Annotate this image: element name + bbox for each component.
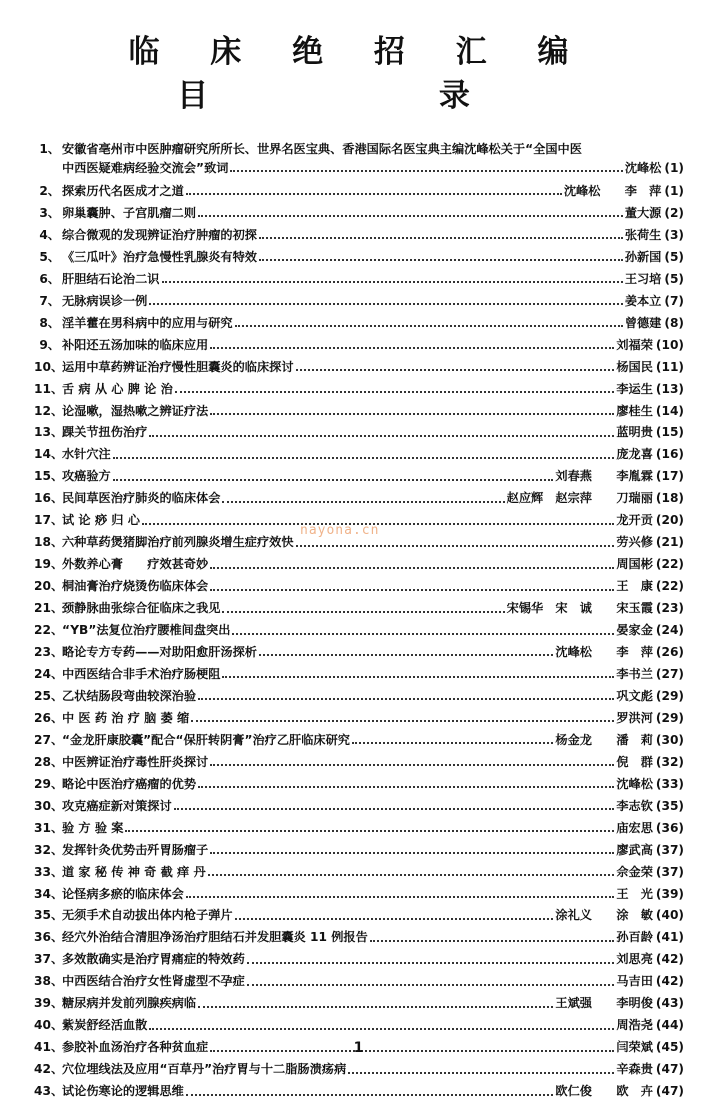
toc-leader-dots <box>198 785 614 788</box>
toc-entry-page: (36) <box>655 820 684 835</box>
toc-entry <box>34 620 684 642</box>
toc-entry-page: (37) <box>655 864 684 879</box>
toc-entry-title: 桐油膏治疗烧烫伤临床体会 <box>62 579 209 594</box>
toc-entry-author: 李书兰 <box>616 666 653 681</box>
toc-leader-dots <box>259 653 553 656</box>
toc-entry-title: 民间草医治疗肺炎的临床体会 <box>62 491 221 506</box>
toc-entry-title: 《三瓜叶》治疗急慢性乳腺炎有特效 <box>62 249 257 264</box>
toc-leader-dots <box>222 675 614 678</box>
toc-entry-page: (43) <box>655 996 684 1011</box>
toc-entry-number: 4、 <box>39 227 60 242</box>
toc-entry-author: 涂礼义 涂 敏 <box>555 908 653 923</box>
toc-entry-page: (30) <box>655 732 684 747</box>
toc-entry-author: 王习培 <box>624 271 662 286</box>
toc-entry-page: (47) <box>655 1084 684 1099</box>
toc-entry-title: 外数养心膏 疗效甚奇妙 <box>62 557 209 572</box>
toc-entry-author: 孙百龄 <box>616 930 653 945</box>
toc-entry-number: 19、 <box>34 557 64 572</box>
toc-entry-number: 18、 <box>34 535 64 550</box>
toc-leader-dots <box>149 1027 614 1030</box>
toc-entry-title: 乙状结肠段弯曲较深治验 <box>62 688 197 703</box>
toc-entry-title: 略论专方专药——对助阳愈肝汤探析 <box>62 645 257 660</box>
toc-entry <box>34 466 684 488</box>
toc-entry <box>34 313 684 335</box>
toc-entry-title: 穴位埋线法及应用“百草丹”治疗胃与十二脂肠溃疡病 <box>62 1062 347 1077</box>
toc-entry-title-line1: 安徽省亳州市中医肿瘤研究所所长、世界名医宝典、香港国际名医宝典主编沈峰松关于“全国中医 <box>62 142 582 156</box>
toc-entry-author: 孙新国 <box>624 249 662 264</box>
toc-entry-author: 劳兴修 <box>616 535 653 550</box>
toc-entry-title: 紫炭舒经活血散 <box>62 1018 148 1033</box>
toc-entry-author: 马吉田 <box>616 974 653 989</box>
toc-entry-author: 董大源 <box>624 205 662 220</box>
toc-entry-page: (42) <box>655 974 684 989</box>
toc-entry-page: (21) <box>655 535 684 550</box>
toc-entry-author: 张荷生 <box>624 227 662 242</box>
toc-leader-dots <box>191 719 614 722</box>
toc-entry-page: (1) <box>664 161 684 175</box>
toc-entry-number: 24、 <box>34 666 64 681</box>
toc-entry-title: 卵巢囊肿、子宫肌瘤二则 <box>62 205 197 220</box>
toc-entry <box>34 1015 684 1037</box>
toc-entry-title: 补阳还五汤加味的临床应用 <box>62 337 209 352</box>
toc-entry-title: 水针穴注 <box>62 447 111 462</box>
toc-entry-author: 廖武高 <box>616 842 653 857</box>
toc-leader-dots <box>232 632 614 635</box>
toc-entry-number: 16、 <box>34 491 64 506</box>
toc-entry-number: 5、 <box>39 249 60 264</box>
toc-entry-author: 沈峰松 李 萍 <box>563 184 662 198</box>
toc-entry-author: 闫荣斌 <box>616 1040 653 1055</box>
toc-entry <box>34 488 684 510</box>
toc-entry-number: 22、 <box>34 623 64 638</box>
toc-entry-number: 3、 <box>39 205 60 220</box>
toc-entry <box>34 554 684 576</box>
toc-entry-number: 13、 <box>34 425 64 440</box>
toc-entry-author: 姜本立 <box>624 293 662 308</box>
toc-entry-author: 沈峰松 李 萍 <box>555 645 653 660</box>
toc-entry-title: 经穴外治结合清胆净汤治疗胆结石并发胆囊炎 11 例报告 <box>62 930 368 945</box>
toc-entry-title: 略论中医治疗癌瘤的优势 <box>62 776 197 791</box>
toc-entry-number: 12、 <box>34 403 64 418</box>
toc-entry-page: (22) <box>655 579 684 594</box>
toc-entry-page: (16) <box>655 447 684 462</box>
toc-entry <box>34 993 684 1015</box>
toc-entry-number: 42、 <box>34 1062 64 1077</box>
toc-entry <box>34 971 684 993</box>
toc-entry-author: 王 康 <box>616 579 653 594</box>
toc-entry-page: (26) <box>655 645 684 660</box>
toc-entry-title: 糖尿病并发前列腺疾病临 <box>62 996 197 1011</box>
toc-entry-page: (8) <box>664 315 684 330</box>
toc-entry-title: 多效散确实是治疗胃痛症的特效药 <box>62 952 245 967</box>
toc-entry <box>34 444 684 466</box>
toc-entry-page: (41) <box>655 930 684 945</box>
toc-entry <box>34 642 684 664</box>
toc-entry-author: 佘金荣 <box>616 864 653 879</box>
toc-entry-page: (24) <box>655 623 684 638</box>
toc-leader-dots <box>113 478 554 481</box>
toc-entry-page: (5) <box>664 249 684 264</box>
toc-entry-page: (42) <box>655 952 684 967</box>
toc-entry-number: 34、 <box>34 886 64 901</box>
toc-entry-number: 35、 <box>34 908 64 923</box>
toc-entry-title: 踝关节扭伤治疗 <box>62 425 148 440</box>
toc-entry-author: 杨国民 <box>616 359 653 374</box>
toc-entry-title: “金龙肝康胶囊”配合“保肝转阴膏”治疗乙肝临床研究 <box>62 732 350 747</box>
toc-entry-number: 39、 <box>34 996 64 1011</box>
toc-entry-author: 王斌强 李明俊 <box>555 996 653 1011</box>
document-title: 临 床 绝 招 汇 编 <box>128 34 589 70</box>
toc-entry-number: 20、 <box>34 579 64 594</box>
toc-entry-author: 庙宏思 <box>616 820 653 835</box>
toc-leader-dots <box>230 169 622 172</box>
toc-entry <box>34 291 684 313</box>
toc-entry <box>34 598 684 620</box>
toc-entry <box>34 884 684 906</box>
toc-entry-page: (10) <box>655 337 684 352</box>
toc-entry-page: (27) <box>655 666 684 681</box>
toc-entry-title: 中 医 药 治 疗 脑 萎 缩 <box>62 710 190 725</box>
toc-entry-author: 巩文彪 <box>616 688 653 703</box>
toc-entry-title: 综合微观的发现辨证治疗肿瘤的初探 <box>62 227 257 242</box>
toc-entry-title: 论怪病多瘀的临床体会 <box>62 886 184 901</box>
toc-leader-dots <box>370 939 615 942</box>
toc-entry-page: (29) <box>655 710 684 725</box>
toc-leader-dots <box>174 807 615 810</box>
toc-entry-number: 8、 <box>39 315 60 330</box>
toc-entry-author: 杨金龙 潘 莉 <box>555 732 653 747</box>
toc-entry-author: 李志钦 <box>616 798 653 813</box>
toc-leader-dots <box>247 961 615 964</box>
toc-leader-dots <box>259 258 623 261</box>
toc-entry-number: 27、 <box>34 732 64 747</box>
toc-leader-dots <box>186 1093 554 1096</box>
toc-entry-number: 29、 <box>34 776 64 791</box>
toc-entry-author: 周国彬 <box>616 557 653 572</box>
toc-entry-first-line <box>34 140 684 159</box>
toc-entry-number: 6、 <box>39 271 60 286</box>
toc-entry <box>34 752 684 774</box>
toc-entry-number: 32、 <box>34 842 64 857</box>
toc-entry-author: 沈峰松 <box>616 776 653 791</box>
toc-entry-page: (22) <box>655 557 684 572</box>
toc-entry-number: 9、 <box>39 337 60 352</box>
toc-leader-dots <box>149 302 623 305</box>
toc-entry-title: 无须手术自动拔出体内枪子弹片 <box>62 908 233 923</box>
toc-entry-page: (47) <box>655 1062 684 1077</box>
toc-entry-page: (44) <box>655 1018 684 1033</box>
toc-entry-title: 验 方 验 案 <box>62 820 124 835</box>
toc-entry <box>34 840 684 862</box>
toc-entry-author: 辛森贵 <box>616 1062 653 1077</box>
toc-entry-number: 31、 <box>34 820 64 835</box>
toc-leader-dots <box>222 500 504 503</box>
toc-entry-title: 探索历代名医成才之道 <box>62 184 184 198</box>
toc-entry-author: 李运生 <box>616 381 653 396</box>
toc-entry <box>34 247 684 269</box>
toc-entry-page: (7) <box>664 293 684 308</box>
toc-entry-author: 欧仁俊 欧 卉 <box>555 1084 653 1099</box>
toc-leader-dots <box>198 214 623 217</box>
toc-entry-title: 发挥针灸优势击歼胃肠瘤子 <box>62 842 209 857</box>
toc-leader-dots <box>247 983 615 986</box>
toc-leader-dots <box>259 236 623 239</box>
toc-entry-page: (1) <box>664 184 684 198</box>
toc-entry <box>34 401 684 423</box>
toc-entry-author: 宋锡华 宋 诚 宋玉霞 <box>506 601 653 616</box>
toc-entry-title: 道 家 秘 传 神 奇 截 痒 丹 <box>62 864 206 879</box>
toc-entry-page: (14) <box>655 403 684 418</box>
toc-entry-number: 1、 <box>39 142 60 156</box>
toc-leader-dots <box>186 895 614 898</box>
toc-entry <box>34 708 684 730</box>
toc-entry-title: 论湿嗽，湿热嗽之辨证疗法 <box>62 403 209 418</box>
toc-entry-title: 中西医结合非手术治疗肠梗阻 <box>62 666 221 681</box>
toc-entry <box>34 422 684 444</box>
toc-entry-title: 中医辨证治疗毒性肝炎探讨 <box>62 754 209 769</box>
toc-entry <box>34 269 684 291</box>
toc-entry-page: (13) <box>655 381 684 396</box>
toc-entry-author: 赵应辉 赵宗萍 刀瑞丽 <box>506 491 653 506</box>
toc-entry-number: 17、 <box>34 513 64 528</box>
toc-leader-dots <box>198 697 614 700</box>
toc-entry-number: 25、 <box>34 688 64 703</box>
toc-leader-dots <box>352 741 553 744</box>
toc-entry-title: “YB”法复位治疗腰椎间盘突出 <box>62 623 231 638</box>
toc-entry <box>34 379 684 401</box>
toc-entry <box>34 862 684 884</box>
toc-leader-dots <box>210 763 614 766</box>
toc-entry-author: 庞龙喜 <box>616 447 653 462</box>
toc-entry-number: 38、 <box>34 974 64 989</box>
toc-entry <box>34 225 684 247</box>
toc-entry <box>34 664 684 686</box>
toc-entry-number: 14、 <box>34 447 64 462</box>
toc-entry-title: 中西医结合治疗女性肾虚型不孕症 <box>62 974 245 989</box>
toc-entry-page: (45) <box>655 1040 684 1055</box>
toc-entry-title: 试 论 痧 归 心 <box>62 513 140 528</box>
toc-leader-dots <box>348 1071 614 1074</box>
toc-entry <box>34 140 684 178</box>
toc-entry-title: 攻克癌症新对策探讨 <box>62 798 172 813</box>
toc-leader-dots <box>113 456 615 459</box>
toc-entry-title: 舌 病 从 心 脾 论 治 <box>62 381 173 396</box>
toc-entry <box>34 1059 684 1081</box>
toc-entry-page: (2) <box>664 205 684 220</box>
toc-leader-dots <box>210 346 614 349</box>
toc-entry <box>34 927 684 949</box>
toc-entry-number: 30、 <box>34 798 64 813</box>
toc-leader-dots <box>198 1005 553 1008</box>
toc-leader-dots <box>186 192 562 195</box>
toc-entry-title: 淫羊藿在男科病中的应用与研究 <box>62 315 233 330</box>
toc-entry-title: 颈静脉曲张综合征临床之我见 <box>62 601 221 616</box>
toc-entry-number: 10、 <box>34 359 64 374</box>
toc-entry-number: 26、 <box>34 710 64 725</box>
toc-entry-number: 28、 <box>34 754 64 769</box>
toc-entry-number: 2、 <box>39 184 60 198</box>
toc-entry-author: 曾德建 <box>624 315 662 330</box>
toc-entry-author: 王 光 <box>616 886 653 901</box>
toc-entry-author: 蓝明贵 <box>616 425 653 440</box>
toc-entry-title: 试论伤寒论的逻辑思维 <box>62 1084 184 1099</box>
toc-leader-dots <box>162 280 623 283</box>
toc-entry-number: 36、 <box>34 930 64 945</box>
document-subtitle: 目 录 <box>177 78 580 114</box>
toc-entry <box>34 905 684 927</box>
toc-entry-title: 六种草药煲猪脚治疗前列腺炎增生症疗效快 <box>62 535 294 550</box>
toc-entry-author: 罗洪河 <box>616 710 653 725</box>
toc-entry <box>34 335 684 357</box>
toc-entry <box>34 774 684 796</box>
toc-entry <box>34 796 684 818</box>
toc-entry-second-line <box>34 159 684 178</box>
toc-entry-author: 刘春燕 李胤霖 <box>555 469 653 484</box>
toc-entry-title: 肝胆结石论治二识 <box>62 271 160 286</box>
toc-entry <box>34 203 684 225</box>
table-of-contents <box>34 140 684 1103</box>
toc-entry <box>34 949 684 971</box>
toc-leader-dots <box>210 851 614 854</box>
toc-entry-page: (15) <box>655 425 684 440</box>
toc-leader-dots <box>125 829 614 832</box>
toc-entry-number: 11、 <box>34 381 64 396</box>
toc-entry-number: 41、 <box>34 1040 64 1055</box>
toc-entry-page: (18) <box>655 491 684 506</box>
toc-entry-author: 廖桂生 <box>616 403 653 418</box>
page-number: 1 <box>353 1040 364 1056</box>
toc-entry-number: 43、 <box>34 1084 64 1099</box>
toc-entry-author: 晏家金 <box>616 623 653 638</box>
toc-entry-number: 23、 <box>34 645 64 660</box>
toc-entry-page: (3) <box>664 227 684 242</box>
toc-entry-title: 无脉病误诊一例 <box>62 293 148 308</box>
toc-entry-number: 21、 <box>34 601 64 616</box>
toc-entry-number: 40、 <box>34 1018 64 1033</box>
toc-entry <box>34 1081 684 1103</box>
toc-entry-number: 7、 <box>39 293 60 308</box>
toc-entry-page: (11) <box>655 359 684 374</box>
toc-entry-author: 周浩尧 <box>616 1018 653 1033</box>
toc-entry-author: 刘思亮 <box>616 952 653 967</box>
toc-entry-page: (20) <box>655 513 684 528</box>
toc-entry <box>34 730 684 752</box>
toc-entry-page: (35) <box>655 798 684 813</box>
toc-entry <box>34 181 684 203</box>
toc-entry-title: 运用中草药辨证治疗慢性胆囊炎的临床探讨 <box>62 359 294 374</box>
toc-entry-title: 中西医疑难病经验交流会”致词 <box>62 161 229 175</box>
watermark: nayona.cn <box>300 523 380 538</box>
toc-entry-page: (37) <box>655 842 684 857</box>
toc-entry <box>34 818 684 840</box>
toc-entry-author: 龙开贡 <box>616 513 653 528</box>
toc-entry-page: (32) <box>655 754 684 769</box>
toc-entry-page: (23) <box>655 601 684 616</box>
toc-leader-dots <box>235 917 554 920</box>
toc-entry-page: (17) <box>655 469 684 484</box>
toc-entry-author: 刘福荣 <box>616 337 653 352</box>
toc-entry-author: 倪 群 <box>616 754 653 769</box>
toc-entry-number: 15、 <box>34 469 64 484</box>
toc-entry <box>34 576 684 598</box>
toc-entry-page: (33) <box>655 776 684 791</box>
toc-entry-page: (5) <box>664 271 684 286</box>
toc-entry-number: 33、 <box>34 864 64 879</box>
toc-leader-dots <box>296 544 615 547</box>
toc-leader-dots <box>175 390 615 393</box>
toc-leader-dots <box>222 610 504 613</box>
toc-entry-title: 攻癌验方 <box>62 469 111 484</box>
toc-entry-number: 37、 <box>34 952 64 967</box>
toc-entry <box>34 357 684 379</box>
toc-leader-dots <box>208 873 615 876</box>
toc-leader-dots <box>210 588 614 591</box>
toc-leader-dots <box>235 324 623 327</box>
toc-entry-page: (40) <box>655 908 684 923</box>
toc-leader-dots <box>149 434 614 437</box>
toc-entry-page: (39) <box>655 886 684 901</box>
toc-leader-dots <box>210 566 614 569</box>
toc-entry <box>34 686 684 708</box>
toc-entry-title: 参胶补血汤治疗各种贫血症 <box>62 1040 209 1055</box>
toc-entry-author: 沈峰松 <box>624 161 662 175</box>
toc-leader-dots <box>210 412 614 415</box>
toc-entry-page: (29) <box>655 688 684 703</box>
toc-leader-dots <box>296 368 615 371</box>
